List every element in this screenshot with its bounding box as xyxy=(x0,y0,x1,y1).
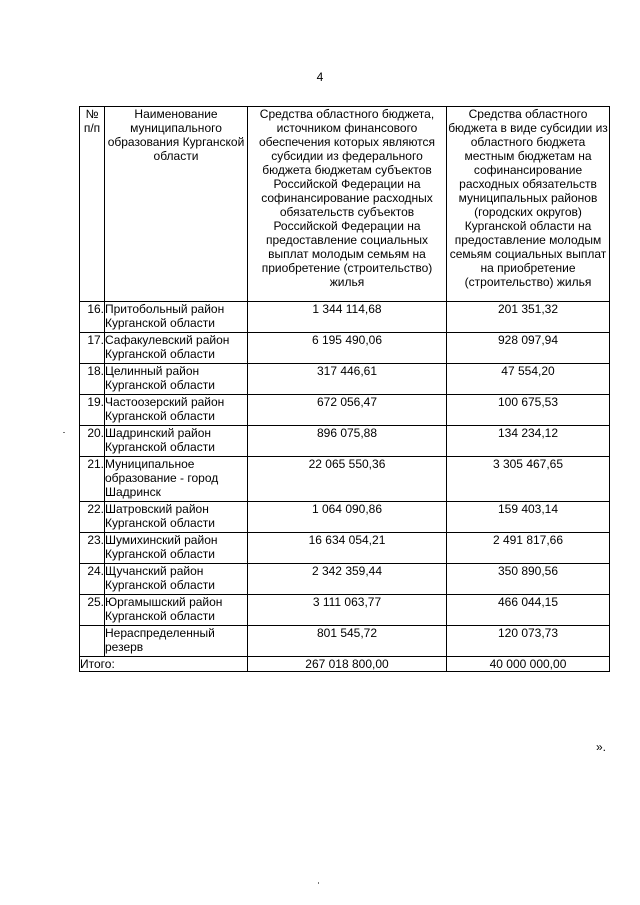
regional-amount: 2 491 817,66 xyxy=(447,533,610,564)
regional-amount: 3 305 467,65 xyxy=(447,457,610,502)
federal-amount: 6 195 490,06 xyxy=(248,333,447,364)
table-row xyxy=(80,595,610,626)
federal-amount: 3 111 063,77 xyxy=(248,595,447,626)
row-number: 19. xyxy=(80,395,105,426)
table-header-row xyxy=(80,107,610,302)
municipality-name: Сафакулевский район Курганской области xyxy=(105,333,248,364)
table-row xyxy=(80,333,610,364)
municipality-name: Юргамышский район Курганской области xyxy=(105,595,248,626)
header-municipality: Наименование муниципального образования Курганской области xyxy=(105,107,248,302)
scan-speck xyxy=(318,882,319,884)
table-row xyxy=(80,502,610,533)
regional-amount: 201 351,32 xyxy=(447,302,610,333)
header-federal-cofinancing: Средства областного бюджета, источником финансового обеспечения которых являются субсидии из федерального бюджета бюджетам субъектов Российской Федерации на софинансирование расходных обязательств субъектов Российской Федерации на предоставление социальных выплат молодым семьям на приобретение (строительство) жилья xyxy=(248,107,447,302)
municipality-name: Шадринский район Курганской области xyxy=(105,426,248,457)
table-row xyxy=(80,364,610,395)
total-regional-amount: 40 000 000,00 xyxy=(447,657,610,672)
table-row xyxy=(80,395,610,426)
regional-amount: 47 554,20 xyxy=(447,364,610,395)
federal-amount: 2 342 359,44 xyxy=(248,564,447,595)
row-number: 21. xyxy=(80,457,105,502)
scan-speck xyxy=(63,432,65,433)
federal-amount: 672 056,47 xyxy=(248,395,447,426)
federal-amount: 1 064 090,86 xyxy=(248,502,447,533)
table-row xyxy=(80,457,610,502)
regional-amount: 466 044,15 xyxy=(447,595,610,626)
row-number: 24. xyxy=(80,564,105,595)
row-number: 16. xyxy=(80,302,105,333)
table-row xyxy=(80,564,610,595)
table-row xyxy=(80,426,610,457)
federal-amount: 896 075,88 xyxy=(248,426,447,457)
municipality-name: Шатровский район Курганской области xyxy=(105,502,248,533)
regional-amount: 928 097,94 xyxy=(447,333,610,364)
federal-amount: 317 446,61 xyxy=(248,364,447,395)
total-federal-amount: 267 018 800,00 xyxy=(248,657,447,672)
header-regional-subsidy: Средства областного бюджета в виде субсидии из областного бюджета местным бюджетам на софинансирование расходных обязательств муниципальных районов (городских округов) Курганской области на предоставление молодым семьям социальных выплат на приобретение (строительство) жилья xyxy=(447,107,610,302)
row-number: 22. xyxy=(80,502,105,533)
budget-distribution-table xyxy=(79,106,610,672)
table-row xyxy=(80,626,610,657)
closing-quote-mark: ». xyxy=(596,740,607,754)
municipality-name: Частоозерский район Курганской области xyxy=(105,395,248,426)
total-row xyxy=(80,657,610,672)
header-number: № п/п xyxy=(80,107,105,302)
regional-amount: 120 073,73 xyxy=(447,626,610,657)
row-number xyxy=(80,626,105,657)
municipality-name: Щучанский район Курганской области xyxy=(105,564,248,595)
federal-amount: 1 344 114,68 xyxy=(248,302,447,333)
regional-amount: 159 403,14 xyxy=(447,502,610,533)
row-number: 20. xyxy=(80,426,105,457)
page-number: 4 xyxy=(316,70,324,84)
row-number: 25. xyxy=(80,595,105,626)
municipality-name: Притобольный район Курганской области xyxy=(105,302,248,333)
row-number: 23. xyxy=(80,533,105,564)
municipality-name: Нераспределенный резерв xyxy=(105,626,248,657)
federal-amount: 801 545,72 xyxy=(248,626,447,657)
regional-amount: 100 675,53 xyxy=(447,395,610,426)
municipality-name: Целинный район Курганской области xyxy=(105,364,248,395)
regional-amount: 350 890,56 xyxy=(447,564,610,595)
municipality-name: Муниципальное образование - город Шадринск xyxy=(105,457,248,502)
municipality-name: Шумихинский район Курганской области xyxy=(105,533,248,564)
regional-amount: 134 234,12 xyxy=(447,426,610,457)
row-number: 18. xyxy=(80,364,105,395)
total-label: Итого: xyxy=(80,657,248,672)
row-number: 17. xyxy=(80,333,105,364)
table-row xyxy=(80,302,610,333)
federal-amount: 16 634 054,21 xyxy=(248,533,447,564)
federal-amount: 22 065 550,36 xyxy=(248,457,447,502)
table-row xyxy=(80,533,610,564)
